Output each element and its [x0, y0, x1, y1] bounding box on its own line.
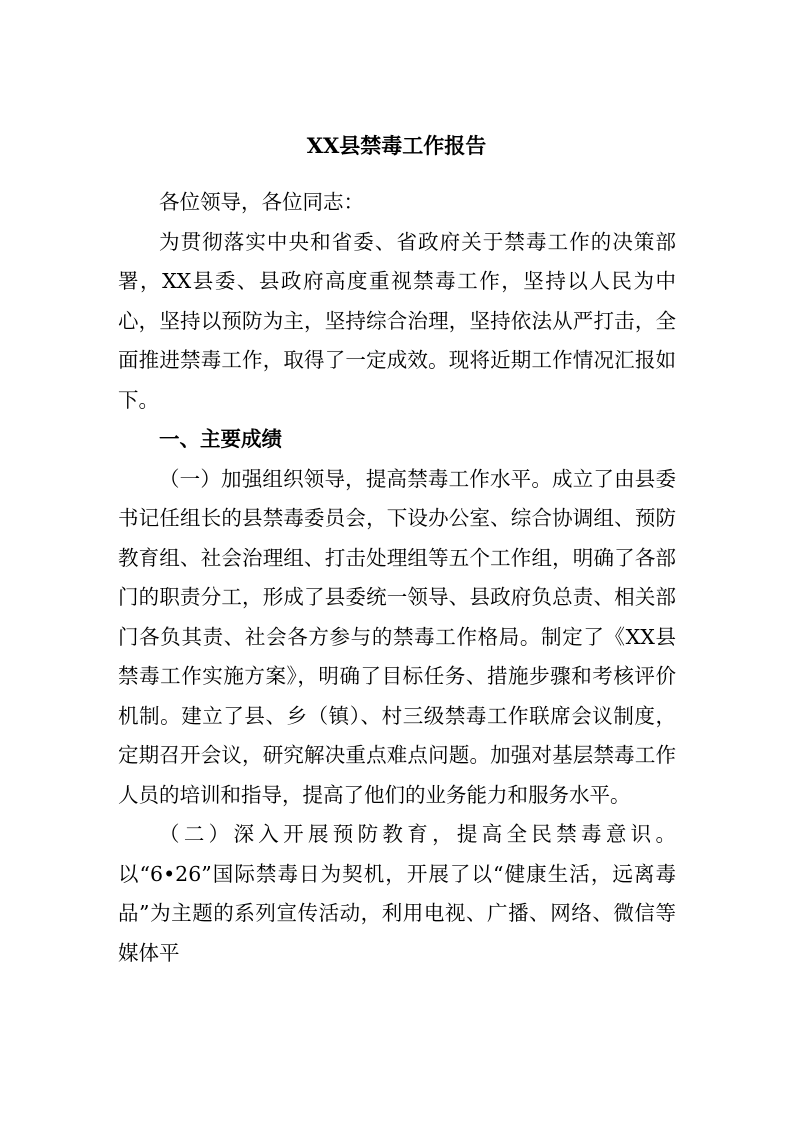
- intro-paragraph: 为贯彻落实中央和省委、省政府关于禁毒工作的决策部署，XX县委、县政府高度重视禁毒工作，坚持以人民为中心，坚持以预防为主，坚持综合治理，坚持依法从严打击，全面推进禁毒工作，取得了一定成效。现将近期工作情况汇报如下。: [118, 229, 676, 412]
- salutation: 各位领导，各位同志：: [159, 190, 364, 214]
- document-body: [118, 183, 676, 973]
- section-heading-main-achievements: 一、主要成绩: [159, 427, 282, 451]
- paragraph-organization-leadership: （一）加强组织领导，提高禁毒工作水平。成立了由县委书记任组长的县禁毒委员会，下设办公室、综合协调组、预防教育组、社会治理组、打击处理组等五个工作组，明确了各部门的职责分工，形成了县委统一领导、县政府负总责、相关部门各负其责、社会各方参与的禁毒工作格局。制定了《XX县禁毒工作实施方案》，明确了目标任务、措施步骤和考核评价机制。建立了县、乡（镇）、村三级禁毒工作联席会议制度，定期召开会议，研究解决重点难点问题。加强对基层禁毒工作人员的培训和指导，提高了他们的业务能力和服务水平。: [118, 466, 676, 807]
- document-title: XX县禁毒工作报告: [306, 133, 487, 158]
- paragraph-prevention-education: （二）深入开展预防教育，提高全民禁毒意识。以“6•26”国际禁毒日为契机，开展了以“健康生活，远离毒品”为主题的系列宣传活动，利用电视、广播、网络、微信等媒体平: [118, 822, 676, 965]
